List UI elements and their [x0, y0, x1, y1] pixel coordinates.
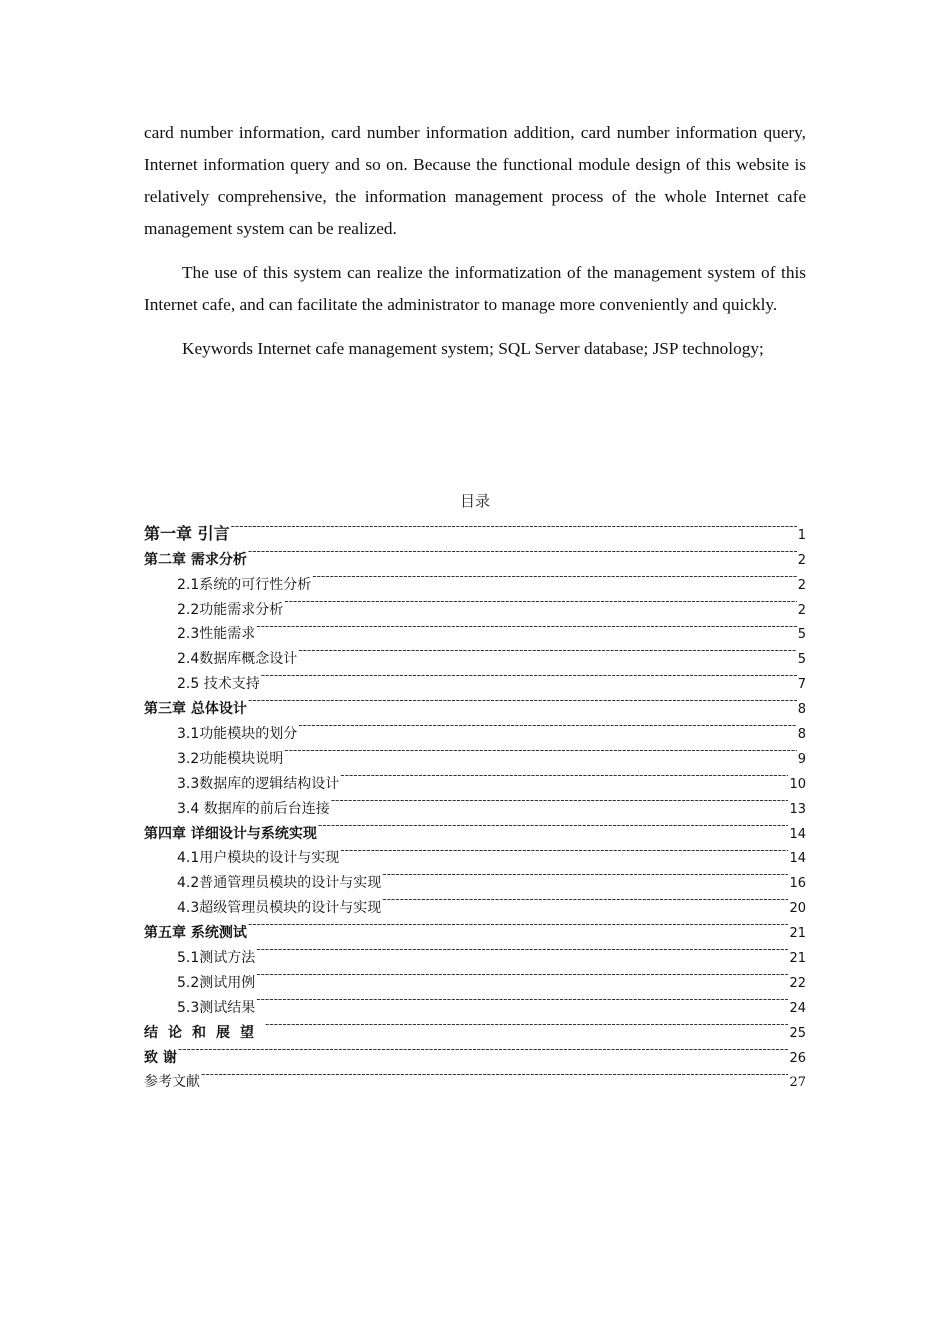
- toc-leader: [331, 788, 789, 813]
- toc-leader: [265, 1012, 788, 1037]
- toc-entry-text: 5.3测试结果: [177, 999, 256, 1016]
- toc-entry-text: 4.1用户模块的设计与实现: [177, 850, 340, 867]
- toc-entry-text: 5.1测试方法: [177, 950, 256, 967]
- toc-entry-text: 第三章 总体设计: [144, 701, 247, 718]
- toc-leader: [256, 937, 788, 962]
- toc-page-number: 21: [789, 926, 806, 942]
- toc-page-number: 5: [797, 652, 806, 668]
- toc-leader: [298, 713, 796, 738]
- toc-entry[interactable]: [144, 1037, 806, 1066]
- keywords-paragraph: Keywords Internet cafe management system; SQL Server database; JSP technology;: [182, 339, 764, 358]
- toc-page-number: 26: [789, 1050, 806, 1066]
- toc-page-number: 20: [789, 901, 806, 917]
- toc-page-number: 14: [789, 826, 806, 842]
- toc-entry-text: 3.3数据库的逻辑结构设计: [177, 775, 340, 792]
- toc-page-number: 16: [789, 876, 806, 892]
- toc-leader: [382, 887, 788, 912]
- toc-leader: [248, 539, 797, 564]
- toc-entry-text: 第一章 引言: [144, 523, 230, 543]
- toc-leader: [298, 638, 796, 663]
- toc-leader: [284, 589, 796, 614]
- toc-entry-text: 第二章 需求分析: [144, 551, 247, 568]
- toc-page-number: 8: [797, 702, 806, 718]
- toc-leader: [256, 962, 788, 987]
- toc-leader: [248, 912, 789, 937]
- toc-page-number: 1: [797, 527, 806, 543]
- toc-leader: [178, 1037, 789, 1062]
- toc-page-number: 8: [797, 727, 806, 743]
- toc-entry-text: 3.4 数据库的前后台连接: [177, 800, 330, 817]
- toc-leader: [312, 564, 796, 589]
- toc-title: 目录: [459, 492, 490, 510]
- toc-entry-text: 2.1系统的可行性分析: [177, 576, 312, 593]
- toc-page-number: 24: [789, 1000, 806, 1016]
- toc-page-number: 25: [789, 1025, 806, 1041]
- toc-page-number: 5: [797, 627, 806, 643]
- toc-entry-text: 2.4数据库概念设计: [177, 651, 298, 668]
- toc-page-number: 9: [797, 751, 806, 767]
- toc-leader: [256, 987, 788, 1012]
- toc-page-number: 27: [789, 1075, 806, 1091]
- toc-leader: [201, 1062, 788, 1087]
- toc-leader: [256, 614, 796, 639]
- toc-entry-text: 3.2功能模块说明: [177, 750, 284, 767]
- toc-page-number: 7: [797, 677, 806, 693]
- toc-page-number: 2: [797, 602, 806, 618]
- toc-entry[interactable]: [144, 539, 806, 568]
- toc-entry-text: 致 谢: [144, 1049, 177, 1066]
- abstract-paragraph: The use of this system can realize the informatization of the management system of this Internet cafe, and can facilitate the administrator to manage more conveniently and quickly.: [144, 263, 806, 314]
- toc-leader: [340, 763, 788, 788]
- toc-entry-text: 2.2功能需求分析: [177, 601, 284, 618]
- toc-page-number: 2: [797, 577, 806, 593]
- toc-leader: [248, 688, 797, 713]
- toc-entry-text: 4.2普通管理员模块的设计与实现: [177, 875, 382, 892]
- toc-page-number: 21: [789, 951, 806, 967]
- toc-page-number: 2: [797, 552, 806, 568]
- toc-entry[interactable]: [144, 514, 806, 543]
- toc-entry-text: 第五章 系统测试: [144, 925, 247, 942]
- toc-leader: [231, 514, 797, 539]
- toc-entry-text: 3.1功能模块的划分: [177, 726, 298, 743]
- toc-page-number: 14: [789, 851, 806, 867]
- abstract-section: [144, 117, 806, 377]
- table-of-contents: [144, 514, 806, 1091]
- toc-page-number: 13: [789, 801, 806, 817]
- toc-leader: [382, 862, 788, 887]
- toc-leader: [284, 738, 796, 763]
- toc-entry-text: 结论和展望: [144, 1024, 264, 1041]
- toc-leader: [340, 838, 788, 863]
- toc-entry-text: 2.3性能需求: [177, 626, 256, 643]
- toc-entry-text: 5.2测试用例: [177, 974, 256, 991]
- toc-entry-text: 2.5 技术支持: [177, 676, 260, 693]
- toc-leader: [261, 663, 797, 688]
- toc-entry-text: 4.3超级管理员模块的设计与实现: [177, 900, 382, 917]
- toc-entry-text: 第四章 详细设计与系统实现: [144, 825, 317, 842]
- toc-entry[interactable]: [144, 1062, 806, 1091]
- toc-leader: [318, 813, 789, 838]
- toc-page-number: 22: [789, 975, 806, 991]
- toc-page-number: 10: [789, 776, 806, 792]
- abstract-paragraph: card number information, card number information addition, card number information query, Internet information query and so on. Because the functional module design of this website is relatively comprehensive, the information management process of the whole Internet cafe management system can be realized.: [144, 123, 806, 238]
- toc-entry-text: 参考文献: [144, 1074, 200, 1091]
